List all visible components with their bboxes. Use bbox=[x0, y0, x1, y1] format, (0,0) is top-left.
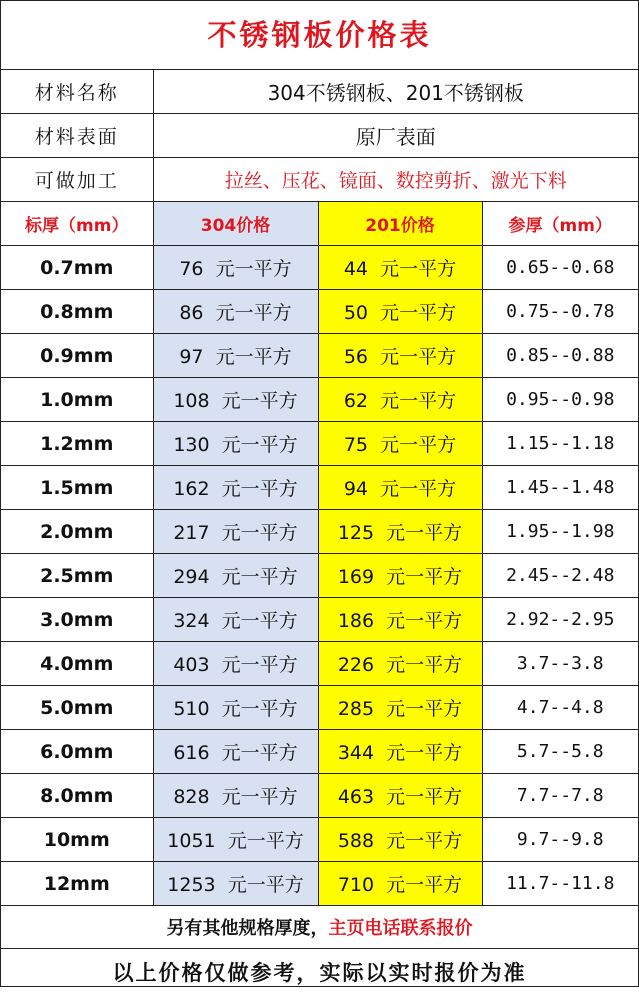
thickness-cell: 6.0mm bbox=[1, 730, 153, 774]
price-unit: 元一平方 bbox=[228, 830, 304, 852]
price-unit: 元一平方 bbox=[386, 786, 462, 808]
price-304-value: 1051 bbox=[167, 830, 215, 852]
price-table bbox=[1, 70, 638, 906]
table-row bbox=[1, 422, 638, 466]
reference-thickness-cell: 0.85--0.88 bbox=[482, 334, 638, 378]
table-row bbox=[1, 730, 638, 774]
price-201-value: 588 bbox=[338, 830, 374, 852]
price-304-value: 616 bbox=[173, 742, 209, 764]
reference-thickness-cell: 2.45--2.48 bbox=[482, 554, 638, 598]
table-row bbox=[1, 510, 638, 554]
info-value: 原厂表面 bbox=[153, 114, 638, 158]
price-201-cell bbox=[318, 378, 482, 422]
reference-thickness-cell: 7.7--7.8 bbox=[482, 774, 638, 818]
price-304-value: 130 bbox=[173, 434, 209, 456]
table-row bbox=[1, 378, 638, 422]
price-201-cell bbox=[318, 290, 482, 334]
thickness-cell: 5.0mm bbox=[1, 686, 153, 730]
price-unit: 元一平方 bbox=[386, 698, 462, 720]
info-label: 材料名称 bbox=[1, 70, 153, 114]
price-201-value: 463 bbox=[338, 786, 374, 808]
price-201-value: 285 bbox=[338, 698, 374, 720]
thickness-cell: 12mm bbox=[1, 862, 153, 906]
price-304-cell bbox=[153, 422, 318, 466]
price-unit: 元一平方 bbox=[222, 566, 298, 588]
price-304-value: 86 bbox=[179, 302, 203, 324]
thickness-cell: 1.5mm bbox=[1, 466, 153, 510]
price-unit: 元一平方 bbox=[380, 434, 456, 456]
reference-thickness-cell: 1.95--1.98 bbox=[482, 510, 638, 554]
note-contact-highlight: 主页电话联系报价 bbox=[329, 918, 473, 939]
price-201-value: 44 bbox=[344, 258, 368, 280]
price-304-value: 324 bbox=[173, 610, 209, 632]
table-row bbox=[1, 246, 638, 290]
thickness-cell: 10mm bbox=[1, 818, 153, 862]
price-304-value: 294 bbox=[173, 566, 209, 588]
price-unit: 元一平方 bbox=[222, 434, 298, 456]
reference-thickness-cell: 9.7--9.8 bbox=[482, 818, 638, 862]
price-unit: 元一平方 bbox=[386, 830, 462, 852]
price-201-value: 62 bbox=[344, 390, 368, 412]
price-201-cell bbox=[318, 422, 482, 466]
price-unit: 元一平方 bbox=[386, 874, 462, 896]
page-title: 不锈钢板价格表 bbox=[1, 1, 638, 70]
note-text: 另有其他规格厚度， bbox=[167, 918, 329, 939]
header-thickness: 标厚（mm） bbox=[1, 202, 153, 246]
price-304-cell bbox=[153, 378, 318, 422]
header-304-price: 304价格 bbox=[153, 202, 318, 246]
price-201-cell bbox=[318, 862, 482, 906]
info-value: 拉丝、压花、镜面、数控剪折、激光下料 bbox=[153, 158, 638, 202]
price-201-cell bbox=[318, 730, 482, 774]
price-unit: 元一平方 bbox=[222, 742, 298, 764]
reference-thickness-cell: 0.65--0.68 bbox=[482, 246, 638, 290]
price-304-value: 510 bbox=[173, 698, 209, 720]
price-unit: 元一平方 bbox=[222, 390, 298, 412]
info-row-material bbox=[1, 70, 638, 114]
price-304-cell bbox=[153, 510, 318, 554]
thickness-cell: 1.2mm bbox=[1, 422, 153, 466]
price-201-value: 169 bbox=[338, 566, 374, 588]
reference-thickness-cell: 5.7--5.8 bbox=[482, 730, 638, 774]
price-unit: 元一平方 bbox=[228, 874, 304, 896]
price-201-value: 344 bbox=[338, 742, 374, 764]
info-row-processing bbox=[1, 158, 638, 202]
header-201-price: 201价格 bbox=[318, 202, 482, 246]
table-row bbox=[1, 466, 638, 510]
price-unit: 元一平方 bbox=[386, 610, 462, 632]
price-201-cell bbox=[318, 246, 482, 290]
price-unit: 元一平方 bbox=[222, 786, 298, 808]
price-201-value: 56 bbox=[344, 346, 368, 368]
thickness-cell: 2.5mm bbox=[1, 554, 153, 598]
thickness-cell: 8.0mm bbox=[1, 774, 153, 818]
note-row bbox=[1, 906, 638, 949]
price-unit: 元一平方 bbox=[216, 302, 292, 324]
price-unit: 元一平方 bbox=[216, 258, 292, 280]
info-value: 304不锈钢板、201不锈钢板 bbox=[153, 70, 638, 114]
price-unit: 元一平方 bbox=[222, 654, 298, 676]
price-unit: 元一平方 bbox=[216, 346, 292, 368]
header-reference: 参厚（mm） bbox=[482, 202, 638, 246]
price-unit: 元一平方 bbox=[386, 742, 462, 764]
price-304-value: 828 bbox=[173, 786, 209, 808]
footer-disclaimer: 以上价格仅做参考，实际以实时报价为准 bbox=[1, 949, 638, 994]
table-row bbox=[1, 290, 638, 334]
price-201-cell bbox=[318, 686, 482, 730]
reference-thickness-cell: 1.15--1.18 bbox=[482, 422, 638, 466]
price-201-cell bbox=[318, 818, 482, 862]
info-label: 材料表面 bbox=[1, 114, 153, 158]
thickness-cell: 2.0mm bbox=[1, 510, 153, 554]
thickness-cell: 0.8mm bbox=[1, 290, 153, 334]
info-row-surface bbox=[1, 114, 638, 158]
price-304-cell bbox=[153, 334, 318, 378]
price-201-cell bbox=[318, 554, 482, 598]
reference-thickness-cell: 2.92--2.95 bbox=[482, 598, 638, 642]
price-201-value: 125 bbox=[338, 522, 374, 544]
price-304-cell bbox=[153, 598, 318, 642]
table-row bbox=[1, 554, 638, 598]
thickness-cell: 0.9mm bbox=[1, 334, 153, 378]
price-201-value: 94 bbox=[344, 478, 368, 500]
thickness-cell: 4.0mm bbox=[1, 642, 153, 686]
price-201-value: 186 bbox=[338, 610, 374, 632]
reference-thickness-cell: 3.7--3.8 bbox=[482, 642, 638, 686]
table-row bbox=[1, 334, 638, 378]
price-201-cell bbox=[318, 334, 482, 378]
table-row bbox=[1, 862, 638, 906]
column-header-row bbox=[1, 202, 638, 246]
reference-thickness-cell: 1.45--1.48 bbox=[482, 466, 638, 510]
price-unit: 元一平方 bbox=[222, 522, 298, 544]
price-unit: 元一平方 bbox=[380, 346, 456, 368]
price-201-value: 226 bbox=[338, 654, 374, 676]
price-304-cell bbox=[153, 290, 318, 334]
reference-thickness-cell: 4.7--4.8 bbox=[482, 686, 638, 730]
price-304-value: 1253 bbox=[167, 874, 215, 896]
price-201-value: 710 bbox=[338, 874, 374, 896]
price-201-cell bbox=[318, 466, 482, 510]
price-304-value: 217 bbox=[173, 522, 209, 544]
price-unit: 元一平方 bbox=[222, 610, 298, 632]
price-unit: 元一平方 bbox=[386, 566, 462, 588]
thickness-cell: 0.7mm bbox=[1, 246, 153, 290]
price-304-value: 76 bbox=[179, 258, 203, 280]
price-unit: 元一平方 bbox=[380, 390, 456, 412]
price-unit: 元一平方 bbox=[386, 522, 462, 544]
price-304-cell bbox=[153, 818, 318, 862]
thickness-cell: 1.0mm bbox=[1, 378, 153, 422]
table-row bbox=[1, 642, 638, 686]
reference-thickness-cell: 0.95--0.98 bbox=[482, 378, 638, 422]
footer-row bbox=[1, 949, 638, 994]
reference-thickness-cell: 11.7--11.8 bbox=[482, 862, 638, 906]
price-304-cell bbox=[153, 774, 318, 818]
table-row bbox=[1, 774, 638, 818]
price-unit: 元一平方 bbox=[386, 654, 462, 676]
price-201-cell bbox=[318, 642, 482, 686]
table-row bbox=[1, 818, 638, 862]
price-304-cell bbox=[153, 246, 318, 290]
price-201-cell bbox=[318, 510, 482, 554]
price-304-cell bbox=[153, 554, 318, 598]
reference-thickness-cell: 0.75--0.78 bbox=[482, 290, 638, 334]
table-row bbox=[1, 598, 638, 642]
note-table bbox=[1, 906, 638, 994]
price-304-value: 108 bbox=[173, 390, 209, 412]
thickness-cell: 3.0mm bbox=[1, 598, 153, 642]
price-304-value: 403 bbox=[173, 654, 209, 676]
price-304-value: 97 bbox=[179, 346, 203, 368]
price-unit: 元一平方 bbox=[222, 698, 298, 720]
price-table-body bbox=[1, 70, 638, 906]
info-label: 可做加工 bbox=[1, 158, 153, 202]
price-304-cell bbox=[153, 642, 318, 686]
price-304-cell bbox=[153, 862, 318, 906]
price-304-cell bbox=[153, 730, 318, 774]
price-201-value: 75 bbox=[344, 434, 368, 456]
price-unit: 元一平方 bbox=[380, 302, 456, 324]
price-unit: 元一平方 bbox=[380, 478, 456, 500]
price-201-cell bbox=[318, 774, 482, 818]
price-201-cell bbox=[318, 598, 482, 642]
price-304-cell bbox=[153, 466, 318, 510]
price-304-value: 162 bbox=[173, 478, 209, 500]
price-304-cell bbox=[153, 686, 318, 730]
price-unit: 元一平方 bbox=[380, 258, 456, 280]
price-unit: 元一平方 bbox=[222, 478, 298, 500]
price-201-value: 50 bbox=[344, 302, 368, 324]
table-row bbox=[1, 686, 638, 730]
